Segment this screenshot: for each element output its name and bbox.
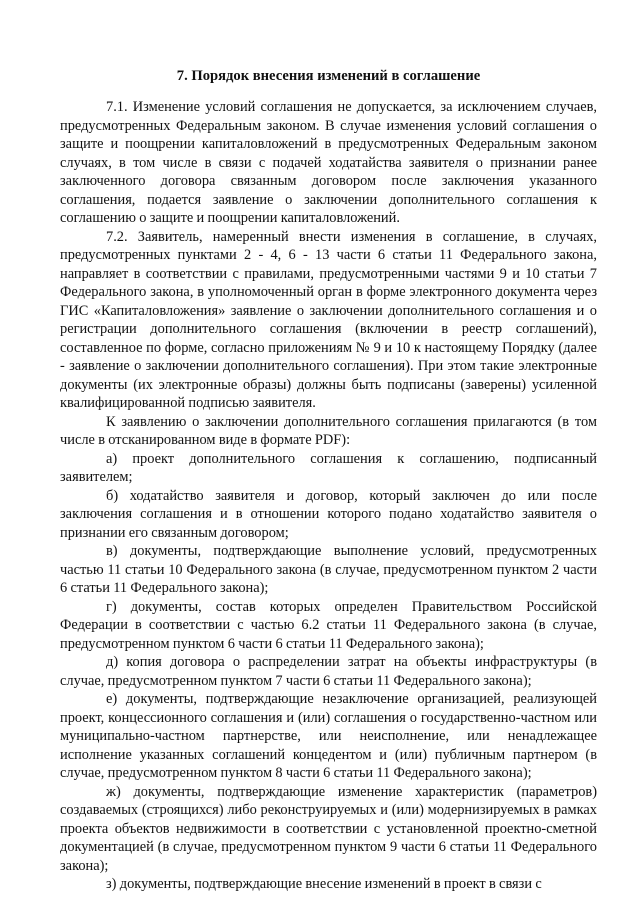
list-item-zh: ж) документы, подтверждающие изменение характеристик (параметров) создаваемых (строящихся) либо реконструируемых и (или) модернизируемых в рамках проекта объектов недвижимости в соответствии с установленной проектно-сметной документацией (в случае, предусмотренном пунктом 9 части 6 статьи 11 Федерального закона);: [60, 783, 597, 874]
list-item-d: д) копия договора о распределении затрат на объекты инфраструктуры (в случае, предусмотренном пунктом 7 части 6 статьи 11 Федерального закона);: [60, 654, 597, 689]
section-body: [60, 98, 597, 894]
list-item-b: б) ходатайство заявителя и договор, который заключен до или после заключения соглашения и в отношении которого подано ходатайство заявителя о признании его связанным договором;: [60, 487, 597, 541]
list-item-a: а) проект дополнительного соглашения к соглашению, подписанный заявителем;: [60, 450, 597, 485]
list-item-g: г) документы, состав которых определен Правительством Российской Федерации в соответствии с частью 6.2 статьи 11 Федерального закона (в случае, предусмотренном пунктом 6 части 6 статьи 11 Федерального закона);: [60, 598, 597, 652]
document-page: [60, 0, 597, 905]
list-item-z: з) документы, подтверждающие внесение изменений в проект в связи с: [106, 876, 542, 892]
list-item-e: е) документы, подтверждающие незаключение организацией, реализующей проект, концессионного соглашения и (или) соглашения о государственно-частном или муниципально-частном партнерстве, или неисполнение, или ненадлежащее исполнение указанных соглашений концедентом и (или) публичным партнером (в случае, предусмотренном пунктом 8 части 6 статьи 11 Федерального закона);: [60, 691, 597, 781]
paragraph-attachments-intro: К заявлению о заключении дополнительного соглашения прилагаются (в том числе в отсканированном виде в формате PDF):: [60, 413, 597, 448]
list-item-v: в) документы, подтверждающие выполнение условий, предусмотренных частью 11 статьи 10 Федерального закона (в случае, предусмотренном пунктом 2 части 6 статьи 11 Федерального закона);: [60, 543, 597, 596]
section-heading: 7. Порядок внесения изменений в соглашение: [176, 68, 481, 84]
paragraph-7-2: 7.2. Заявитель, намеренный внести изменения в соглашение, в случаях, предусмотренных пунктами 2 - 4, 6 - 13 части 6 статьи 11 Федерального закона, направляет в соответствии с правилами, предусмотренными частями 9 и 10 статьи 7 Федерального закона, в уполномоченный орган в форме электронного документа через ГИС «Капиталовложения» заявление о заключении дополнительного соглашения и о регистрации дополнительного соглашения (включении в реестр соглашений), составленное по форме, согласно приложениям № 9 и 10 к настоящему Порядку (далее - заявление о заключении дополнительного соглашения). При этом такие электронные документы (их электронные образы) должны быть подписаны (заверены) усиленной квалифицированной подписью заявителя.: [60, 228, 597, 411]
paragraph-7-1: 7.1. Изменение условий соглашения не допускается, за исключением случаев, предусмотренных Федеральным законом. В случае изменения условий соглашения о защите и поощрении капиталовложений в предусмотренных Федеральным законом случаях, в том числе в связи с подачей ходатайства заявителя о признании ранее заключенного договора связанным договором после заключения указанного соглашения, подается заявление о заключении дополнительного соглашения к соглашению о защите и поощрении капиталовложений.: [60, 99, 597, 226]
